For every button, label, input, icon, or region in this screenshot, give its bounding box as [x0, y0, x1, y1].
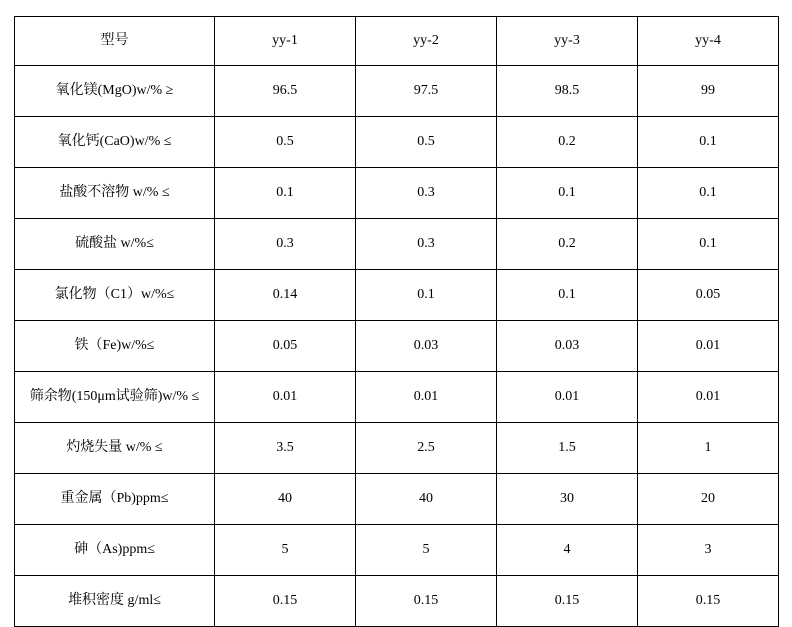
row-value: 0.03: [356, 321, 497, 372]
row-value: 0.15: [215, 576, 356, 627]
row-value: 1: [638, 423, 779, 474]
row-value: 0.15: [356, 576, 497, 627]
row-label: 硫酸盐 w/%≤: [15, 219, 215, 270]
row-value: 0.1: [356, 270, 497, 321]
row-value: 0.05: [215, 321, 356, 372]
row-value: 5: [215, 525, 356, 576]
row-value: 0.1: [497, 168, 638, 219]
row-value: 0.01: [215, 372, 356, 423]
row-value: 0.01: [497, 372, 638, 423]
row-value: 40: [356, 474, 497, 525]
column-header-model: 型号: [15, 17, 215, 66]
column-header-yy-4: yy-4: [638, 17, 779, 66]
row-value: 0.15: [497, 576, 638, 627]
row-value: 0.1: [215, 168, 356, 219]
row-value: 0.5: [215, 117, 356, 168]
row-label: 砷（As)ppm≤: [15, 525, 215, 576]
row-value: 30: [497, 474, 638, 525]
row-label: 堆积密度 g/ml≤: [15, 576, 215, 627]
row-value: 0.5: [356, 117, 497, 168]
table-header-row: [15, 17, 779, 66]
row-value: 0.1: [638, 117, 779, 168]
column-header-yy-3: yy-3: [497, 17, 638, 66]
row-label: 灼烧失量 w/% ≤: [15, 423, 215, 474]
row-label: 重金属（Pb)ppm≤: [15, 474, 215, 525]
column-header-yy-2: yy-2: [356, 17, 497, 66]
row-value: 96.5: [215, 66, 356, 117]
row-value: 0.03: [497, 321, 638, 372]
table-row: [15, 525, 779, 576]
row-value: 99: [638, 66, 779, 117]
table-row: [15, 66, 779, 117]
row-value: 0.1: [638, 168, 779, 219]
row-value: 0.05: [638, 270, 779, 321]
row-value: 0.15: [638, 576, 779, 627]
row-value: 0.14: [215, 270, 356, 321]
row-value: 4: [497, 525, 638, 576]
row-value: 98.5: [497, 66, 638, 117]
row-value: 0.3: [356, 168, 497, 219]
row-value: 1.5: [497, 423, 638, 474]
row-value: 0.01: [638, 372, 779, 423]
row-value: 2.5: [356, 423, 497, 474]
row-value: 0.1: [638, 219, 779, 270]
row-value: 40: [215, 474, 356, 525]
row-label: 铁（Fe)w/%≤: [15, 321, 215, 372]
row-value: 5: [356, 525, 497, 576]
table-row: [15, 576, 779, 627]
row-label: 氧化镁(MgO)w/% ≥: [15, 66, 215, 117]
table-row: [15, 423, 779, 474]
table-row: [15, 168, 779, 219]
row-label: 盐酸不溶物 w/% ≤: [15, 168, 215, 219]
table-row: [15, 270, 779, 321]
row-label: 筛余物(150μm试验筛)w/% ≤: [15, 372, 215, 423]
table-row: [15, 372, 779, 423]
row-value: 0.01: [638, 321, 779, 372]
row-value: 0.2: [497, 117, 638, 168]
row-value: 0.3: [356, 219, 497, 270]
row-value: 0.3: [215, 219, 356, 270]
row-value: 0.01: [356, 372, 497, 423]
row-value: 3.5: [215, 423, 356, 474]
row-value: 97.5: [356, 66, 497, 117]
table-row: [15, 117, 779, 168]
row-label: 氧化钙(CaO)w/% ≤: [15, 117, 215, 168]
specification-table: [14, 16, 779, 627]
table-row: [15, 321, 779, 372]
row-value: 3: [638, 525, 779, 576]
column-header-yy-1: yy-1: [215, 17, 356, 66]
table-row: [15, 219, 779, 270]
row-label: 氯化物（C1）w/%≤: [15, 270, 215, 321]
table-row: [15, 474, 779, 525]
row-value: 0.1: [497, 270, 638, 321]
row-value: 0.2: [497, 219, 638, 270]
row-value: 20: [638, 474, 779, 525]
